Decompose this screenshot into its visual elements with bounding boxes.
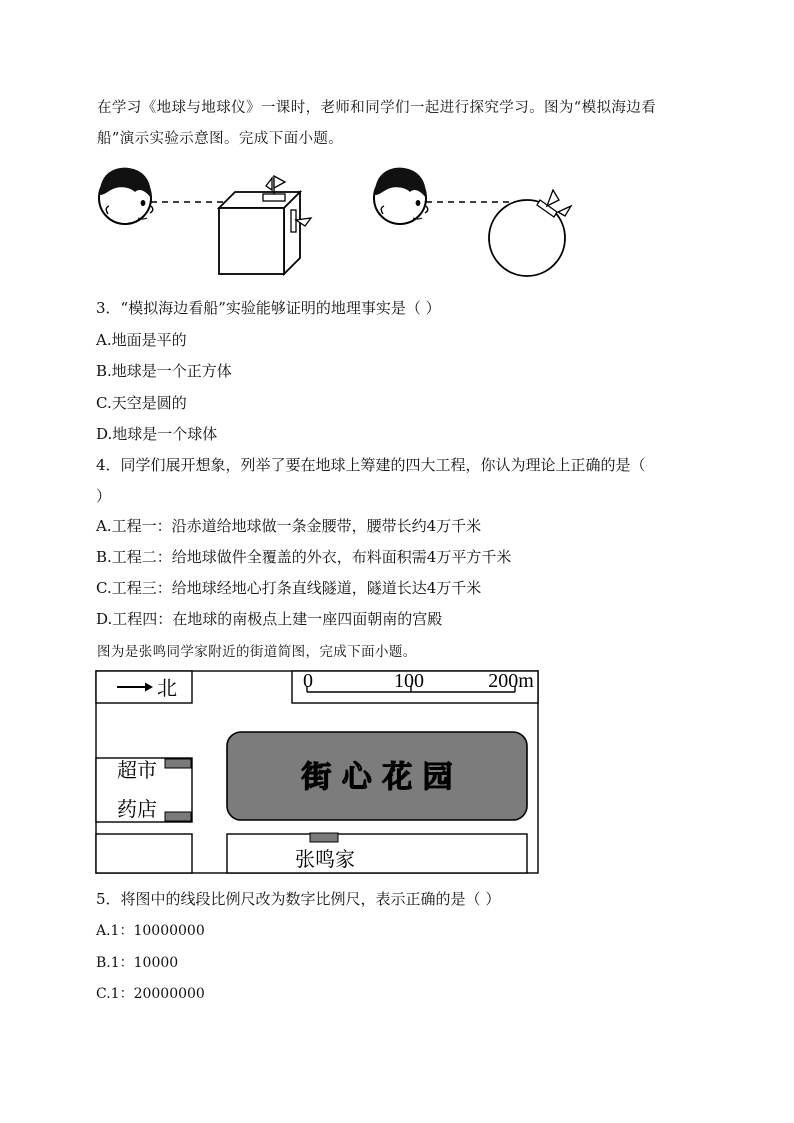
park-label: 街 心 花 园 [301, 760, 453, 795]
question-3-option-d[interactable]: D.地球是一个球体 [96, 425, 218, 443]
scale-label-200m: 200m [488, 670, 534, 692]
question-4-stem-cont: ） [96, 487, 112, 505]
question-3-option-c[interactable]: C.天空是圆的 [96, 394, 187, 412]
question-3-stem: 3．“模拟海边看船”实验能够证明的地理事实是（ ） [96, 299, 441, 317]
bottom-left-block [96, 834, 192, 873]
supermarket-label: 超市 [117, 758, 157, 782]
observer-head-right-icon [374, 168, 428, 224]
home-label: 张鸣家 [295, 847, 355, 871]
question-5-option-a[interactable]: A.1：10000000 [96, 923, 205, 939]
question-4-option-d[interactable]: D.工程四：在地球的南极点上建一座四面朝南的宫殿 [96, 610, 443, 628]
intro-line-1: 在学习《地球与地球仪》一课时，老师和同学们一起进行探究学习。图为“模拟海边看 [97, 100, 657, 116]
question-5-stem: 5．将图中的线段比例尺改为数字比例尺，表示正确的是（ ） [96, 890, 501, 908]
pharmacy-entrance [165, 812, 191, 821]
supermarket-entrance [165, 759, 191, 768]
question-4-option-b[interactable]: B.工程二：给地球做件全覆盖的外衣，布料面积需4万平方千米 [96, 548, 512, 566]
boat-experiment-figure [95, 160, 595, 282]
boat-on-cube-side-icon [291, 210, 311, 232]
scale-label-0: 0 [303, 670, 313, 692]
question-3-option-a[interactable]: A.地面是平的 [96, 331, 187, 349]
home-block [227, 834, 527, 873]
pharmacy-label: 药店 [117, 797, 157, 821]
observer-head-left-icon [99, 168, 153, 224]
question-4-option-c[interactable]: C.工程三：给地球经地心打条直线隧道，隧道长达4万千米 [96, 579, 482, 597]
question-4-stem: 4．同学们展开想象，列举了要在地球上筹建的四大工程，你认为理论上正确的是（ [96, 456, 646, 474]
globe-icon [489, 190, 571, 276]
street-map [95, 670, 540, 875]
intro-line-2: 船”演示实验示意图。完成下面小题。 [97, 131, 344, 147]
boat-on-cube-top-icon [263, 176, 285, 201]
cube-icon [219, 176, 311, 274]
north-label: 北 [157, 676, 177, 700]
scale-label-100: 100 [394, 670, 424, 692]
map-intro: 图为是张鸣同学家附近的街道简图，完成下面小题。 [97, 644, 417, 660]
question-5-option-b[interactable]: B.1：10000 [96, 955, 179, 971]
question-5-option-c[interactable]: C.1：20000000 [96, 986, 205, 1002]
question-4-option-a[interactable]: A.工程一：沿赤道给地球做一条金腰带，腰带长约4万千米 [96, 517, 482, 535]
question-3-option-b[interactable]: B.地球是一个正方体 [96, 362, 232, 380]
home-entrance [310, 833, 338, 842]
